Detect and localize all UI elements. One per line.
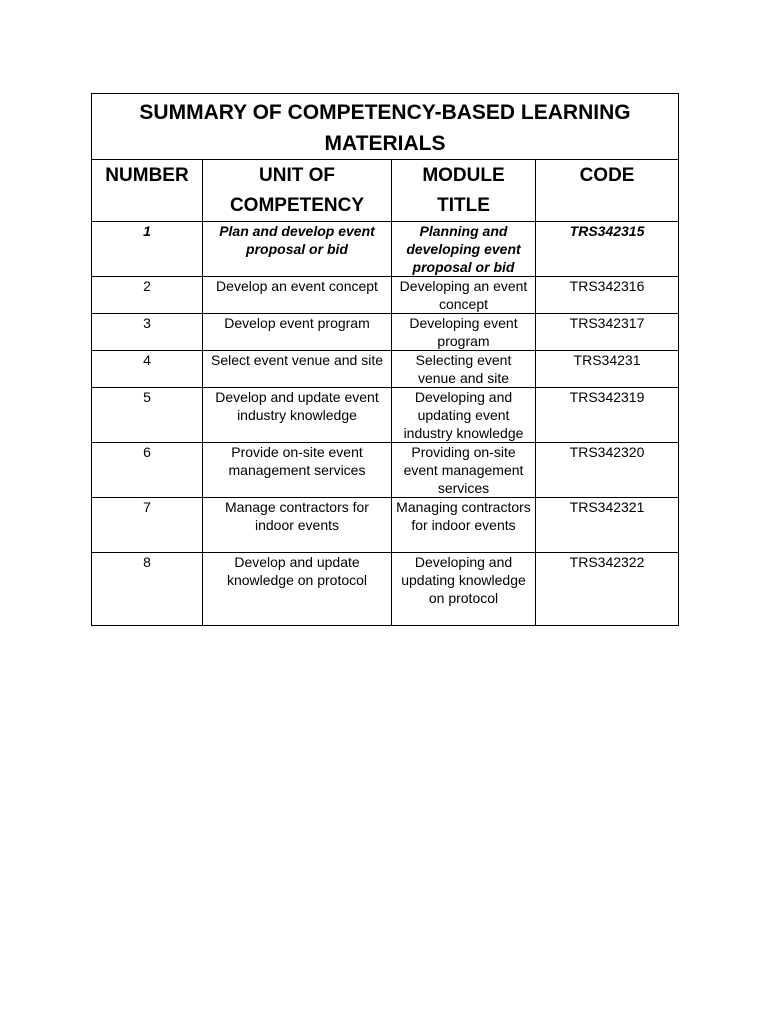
table-row	[92, 277, 679, 314]
cell-module: Developing an event concept	[392, 277, 536, 314]
table-row	[92, 388, 679, 443]
column-header-code: CODE	[536, 160, 679, 222]
table-row	[92, 553, 679, 626]
cell-unit: Select event venue and site	[203, 351, 392, 388]
cell-module: Managing contractors for indoor events	[392, 498, 536, 553]
cell-module: Selecting event venue and site	[392, 351, 536, 388]
table-row	[92, 443, 679, 498]
cell-module: Providing on-site event management services	[392, 443, 536, 498]
column-header-number: NUMBER	[92, 160, 203, 222]
cell-number: 7	[92, 498, 203, 553]
cell-code: TRS342315	[536, 222, 679, 277]
cell-number: 2	[92, 277, 203, 314]
cell-unit: Develop an event concept	[203, 277, 392, 314]
cell-unit: Develop and update knowledge on protocol	[203, 553, 392, 626]
cell-number: 6	[92, 443, 203, 498]
cell-number: 1	[92, 222, 203, 277]
cell-unit: Plan and develop event proposal or bid	[203, 222, 392, 277]
cell-module: Developing and updating event industry knowledge	[392, 388, 536, 443]
column-header-module: MODULE TITLE	[392, 160, 536, 222]
cell-number: 4	[92, 351, 203, 388]
cell-unit: Manage contractors for indoor events	[203, 498, 392, 553]
cell-code: TRS342322	[536, 553, 679, 626]
cell-unit: Provide on-site event management services	[203, 443, 392, 498]
cell-code: TRS342320	[536, 443, 679, 498]
cell-module: Developing and updating knowledge on protocol	[392, 553, 536, 626]
cell-code: TRS342321	[536, 498, 679, 553]
cell-unit: Develop and update event industry knowledge	[203, 388, 392, 443]
column-header-unit: UNIT OF COMPETENCY	[203, 160, 392, 222]
table-title-row	[92, 94, 679, 160]
cell-code: TRS342317	[536, 314, 679, 351]
cell-number: 3	[92, 314, 203, 351]
table-header-row	[92, 160, 679, 222]
table-title: SUMMARY OF COMPETENCY-BASED LEARNING MATERIALS	[92, 94, 679, 160]
cell-code: TRS342316	[536, 277, 679, 314]
table-row	[92, 222, 679, 277]
cell-number: 8	[92, 553, 203, 626]
cell-module: Planning and developing event proposal or bid	[392, 222, 536, 277]
table-row	[92, 498, 679, 553]
cell-number: 5	[92, 388, 203, 443]
cell-code: TRS342319	[536, 388, 679, 443]
cell-unit: Develop event program	[203, 314, 392, 351]
cell-code: TRS34231	[536, 351, 679, 388]
competency-summary-table	[91, 93, 679, 626]
table-row	[92, 351, 679, 388]
cell-module: Developing event program	[392, 314, 536, 351]
table-row	[92, 314, 679, 351]
